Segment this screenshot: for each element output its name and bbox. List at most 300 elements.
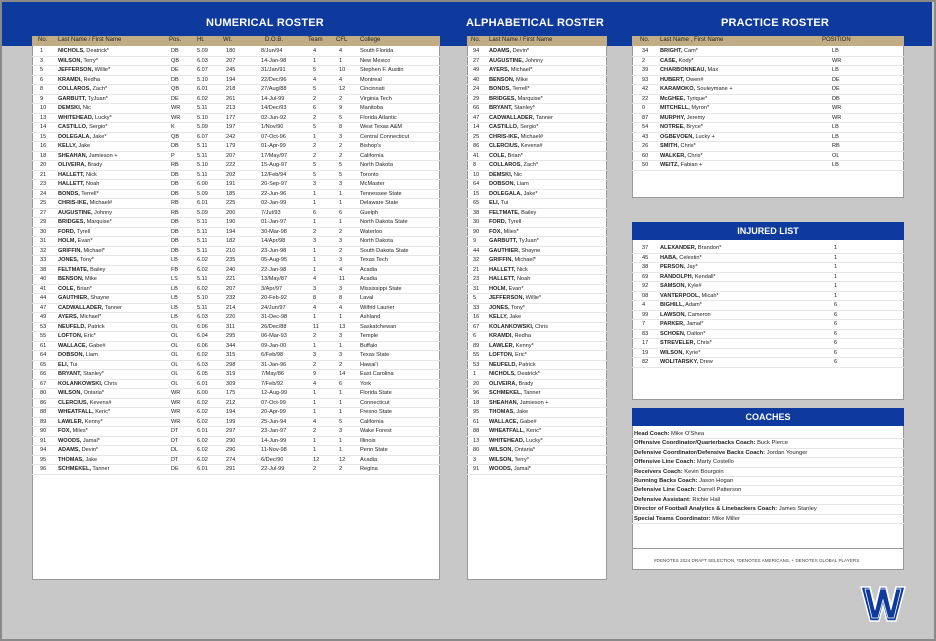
player-first-name: Micah* — [700, 292, 719, 299]
player-first-name: Michael# — [88, 200, 113, 206]
player-number: 29 — [473, 95, 480, 102]
player-number: 45 — [642, 254, 649, 261]
player-height: 6.06 — [197, 323, 208, 330]
player-number: 15 — [40, 133, 47, 140]
player-number: 26 — [642, 143, 649, 149]
table-row — [467, 332, 607, 342]
player-cfl-years: 2 — [339, 95, 343, 102]
player-last-name: CADWALLADER, — [58, 304, 104, 311]
player-weight: 207 — [226, 152, 236, 159]
player-name — [660, 66, 810, 76]
table-row — [467, 104, 607, 114]
player-height: 5.10 — [197, 114, 208, 121]
player-weight: 309 — [226, 380, 236, 387]
player-name — [660, 142, 810, 152]
player-last-name: JONES, — [489, 304, 510, 311]
player-first-name: Jamieson + — [87, 152, 118, 159]
player-name — [58, 95, 166, 105]
table-row — [32, 171, 440, 181]
player-last-name: GARBUTT, — [58, 95, 87, 102]
player-number: 24 — [40, 190, 47, 197]
table-row — [32, 266, 440, 276]
player-team-years: 2 — [313, 95, 317, 102]
player-name — [489, 437, 605, 447]
player-last-name: CHRIS-IKE, — [489, 133, 520, 140]
player-height: 5.09 — [197, 124, 208, 130]
player-number: 13 — [473, 437, 480, 444]
column-header: Last Name / First Name — [489, 37, 553, 43]
coach-entry — [632, 458, 904, 467]
player-first-name: Chris* — [678, 143, 696, 149]
player-first-name: Brady — [516, 380, 534, 387]
player-height: 6.02 — [197, 409, 208, 415]
player-last-name: KRAMDI, — [58, 76, 82, 83]
player-first-name: Deatrick* — [515, 371, 540, 377]
player-dob: 12/Feb/94 — [261, 171, 287, 178]
player-position: WR — [832, 114, 842, 121]
player-number: 23 — [473, 276, 480, 282]
team-logo-icon — [860, 584, 906, 624]
player-first-name: Tui — [499, 200, 509, 206]
table-row — [32, 294, 440, 304]
player-position: DE — [832, 76, 840, 83]
player-last-name: AYERS, — [489, 67, 510, 73]
table-row — [632, 152, 904, 162]
player-number: 31 — [473, 285, 480, 292]
player-last-name: WHITEHEAD, — [58, 114, 94, 121]
player-college: McMaster — [360, 181, 385, 187]
player-team-years: 1 — [313, 314, 317, 320]
player-height: 6.07 — [197, 133, 208, 140]
player-first-name: Marquise* — [85, 219, 112, 225]
player-first-name: Jake* — [521, 190, 538, 197]
player-number: 44 — [473, 247, 480, 254]
player-height: 5.11 — [197, 105, 208, 111]
player-name — [489, 123, 605, 133]
player-team-years: 1 — [313, 390, 317, 396]
player-number: 99 — [642, 311, 649, 318]
player-position: DB — [171, 238, 179, 244]
injury-list-days: 6 — [834, 349, 838, 356]
player-name — [489, 85, 605, 95]
player-dob: 31-Jan-96 — [261, 361, 287, 368]
player-position: QB — [171, 86, 180, 92]
player-cfl-years: 3 — [339, 333, 343, 339]
player-name — [489, 361, 605, 371]
player-college: Buffalo — [360, 342, 378, 349]
coach-name: Mike Miller — [710, 515, 740, 522]
player-first-name: Nick — [84, 171, 97, 178]
player-weight: 177 — [226, 114, 236, 121]
player-name — [58, 332, 166, 342]
player-last-name: DOLEGALA, — [489, 190, 522, 197]
table-row — [467, 209, 607, 219]
player-first-name: Devin* — [80, 447, 99, 453]
player-college: Wake Forest — [360, 428, 392, 434]
player-college: York — [360, 380, 371, 387]
player-first-name: Kenny* — [514, 342, 534, 349]
player-last-name: RANDOLPH, — [660, 273, 694, 280]
player-number: 89 — [40, 418, 47, 425]
player-dob: 31-Dec-98 — [261, 314, 288, 320]
player-first-name: Lucky* — [93, 114, 112, 121]
player-first-name: Brian* — [75, 285, 92, 292]
player-position: DE — [171, 67, 179, 73]
player-first-name: Shayne — [519, 247, 541, 254]
table-row — [32, 275, 440, 285]
table-row — [32, 332, 440, 342]
player-team-years: 1 — [313, 342, 317, 349]
column-header: Last Name , First Name — [660, 37, 724, 43]
player-last-name: FOX, — [58, 428, 72, 434]
player-first-name: Tanner — [534, 114, 553, 121]
player-number: 32 — [40, 247, 47, 254]
player-position: LB — [832, 48, 839, 54]
player-first-name: Tanner — [103, 304, 122, 311]
player-weight: 221 — [226, 276, 236, 282]
player-height: 6.02 — [197, 418, 208, 425]
player-college: Connecticut — [360, 399, 390, 406]
coach-name: Jordan Younger — [765, 449, 808, 456]
player-team-years: 1 — [313, 133, 317, 140]
player-first-name: Nic — [81, 105, 91, 111]
player-height: 6.03 — [197, 361, 208, 368]
player-number: 40 — [40, 276, 47, 282]
player-college: North Dakota — [360, 162, 393, 168]
player-dob: 02-Jan-99 — [261, 200, 287, 206]
player-name — [58, 228, 166, 238]
player-number: 25 — [473, 133, 480, 140]
player-cfl-years: 1 — [339, 437, 343, 444]
player-last-name: BRIDGES, — [489, 95, 517, 102]
table-row — [32, 342, 440, 352]
table-row — [632, 142, 904, 152]
table-row — [32, 446, 440, 456]
player-position: DB — [171, 76, 179, 83]
table-row — [632, 66, 904, 76]
player-name — [58, 427, 166, 437]
player-college: Acadia — [360, 276, 378, 282]
player-weight: 194 — [226, 409, 236, 415]
player-name — [489, 256, 605, 266]
player-name — [489, 209, 605, 219]
player-number: 18 — [473, 399, 480, 406]
player-name — [58, 66, 166, 76]
player-number: 65 — [40, 361, 47, 368]
player-name — [489, 332, 605, 342]
coaches-title: COACHES — [632, 408, 904, 426]
player-height: 5.11 — [197, 152, 208, 159]
player-height: 6.01 — [197, 428, 208, 434]
player-dob: 14-Jul-99 — [261, 95, 285, 102]
player-position: DB — [171, 143, 179, 149]
player-team-years: 1 — [313, 57, 317, 64]
player-weight: 199 — [226, 418, 236, 425]
player-dob: 01-Jan-97 — [261, 219, 287, 225]
player-position: RB — [171, 200, 179, 206]
player-college: Illinois — [360, 437, 376, 444]
player-height: 5.10 — [197, 162, 208, 168]
player-college: Manitoba — [360, 105, 384, 111]
player-last-name: MITCHELL, — [660, 105, 690, 111]
player-team-years: 4 — [313, 418, 317, 425]
player-team-years: 1 — [313, 266, 317, 273]
player-weight: 225 — [226, 200, 236, 206]
player-first-name: Jamal* — [684, 321, 704, 327]
player-number: 2 — [642, 57, 646, 64]
player-name — [58, 285, 166, 295]
player-college: Virginia Tech — [360, 95, 392, 102]
player-position: FB — [171, 266, 179, 273]
player-number: 19 — [642, 349, 649, 356]
player-number: 55 — [40, 333, 47, 339]
player-first-name: Bailey — [88, 266, 106, 273]
player-position: DB — [171, 171, 179, 178]
player-first-name: Sergio* — [87, 124, 108, 130]
player-name — [489, 104, 605, 114]
player-name — [489, 237, 605, 247]
table-row — [467, 465, 607, 475]
player-number: 88 — [40, 409, 47, 415]
player-first-name: Evan* — [76, 238, 93, 244]
player-name — [58, 294, 166, 304]
player-cfl-years: 2 — [339, 361, 343, 368]
player-college: Regina — [360, 466, 378, 472]
player-number: 47 — [473, 114, 480, 121]
player-first-name: Owen# — [684, 76, 704, 83]
player-dob: 25-Jun-94 — [261, 418, 287, 425]
player-number: 44 — [40, 295, 47, 301]
table-row — [467, 427, 607, 437]
player-number: 92 — [642, 283, 649, 289]
player-number: 16 — [473, 314, 480, 320]
player-position: LB — [171, 285, 178, 292]
player-height: 6.03 — [197, 57, 208, 64]
player-first-name: Chris* — [685, 152, 703, 159]
player-last-name: SCHMEKEL, — [58, 466, 91, 472]
player-number: 50 — [642, 162, 649, 168]
player-number: 20 — [473, 380, 480, 387]
player-college: North Dakota — [360, 238, 393, 244]
player-name — [58, 76, 166, 86]
player-name — [660, 133, 810, 143]
injury-list-days: 1 — [834, 273, 838, 280]
player-last-name: CHRIS-IKE, — [58, 200, 89, 206]
player-team-years: 2 — [313, 333, 317, 339]
player-name — [58, 199, 166, 209]
player-number: 64 — [473, 181, 480, 187]
player-name — [58, 47, 166, 57]
player-first-name: Nick — [515, 266, 528, 273]
player-weight: 213 — [226, 105, 236, 111]
player-position: LB — [832, 133, 839, 140]
player-number: 10 — [40, 105, 47, 111]
player-name — [489, 152, 605, 162]
player-cfl-years: 3 — [339, 181, 343, 187]
player-name — [660, 95, 810, 105]
player-last-name: WHEATFALL, — [58, 409, 94, 415]
player-number: 31 — [40, 238, 47, 244]
table-row — [467, 285, 607, 295]
table-row — [32, 370, 440, 380]
player-number: 38 — [473, 209, 480, 216]
player-college: Florida Atlantic — [360, 114, 397, 121]
player-position: RB — [171, 209, 179, 216]
player-first-name: Redha — [512, 333, 531, 339]
player-name — [660, 358, 810, 368]
player-first-name: Gabe# — [87, 342, 106, 349]
table-row — [32, 351, 440, 361]
player-position: DB — [832, 95, 840, 102]
player-cfl-years: 2 — [339, 247, 343, 254]
player-cfl-years: 13 — [339, 323, 346, 330]
player-weight: 242 — [226, 133, 236, 140]
alphabetical-column-headers — [467, 36, 607, 46]
player-first-name: Souleymane + — [695, 86, 733, 92]
player-last-name: LOFTON, — [58, 333, 83, 339]
table-row — [632, 244, 904, 254]
player-name — [660, 349, 810, 359]
table-row — [32, 114, 440, 124]
player-cfl-years: 3 — [339, 133, 343, 140]
player-position: OL — [171, 352, 179, 358]
table-row — [632, 311, 904, 321]
table-row — [467, 57, 607, 67]
table-row — [32, 247, 440, 257]
table-row — [32, 161, 440, 171]
player-height: 5.09 — [197, 209, 208, 216]
table-row — [467, 370, 607, 380]
player-name — [660, 273, 810, 283]
player-last-name: ALEXANDER, — [660, 245, 697, 251]
player-name — [58, 152, 166, 162]
player-number: 9 — [473, 238, 477, 244]
player-last-name: WILSON, — [58, 390, 82, 396]
player-name — [58, 218, 166, 228]
player-height: 6.04 — [197, 333, 208, 339]
player-last-name: CADWALLADER, — [489, 114, 535, 121]
player-height: 5.11 — [197, 219, 208, 225]
player-last-name: OGBEVOEN, — [660, 133, 694, 140]
player-number: 27 — [473, 57, 480, 64]
player-cfl-years: 5 — [339, 171, 343, 178]
player-name — [489, 142, 605, 152]
player-last-name: LAWSON, — [660, 311, 687, 318]
table-row — [467, 256, 607, 266]
player-name — [489, 313, 605, 323]
player-cfl-years: 3 — [339, 257, 343, 263]
player-height: 6.01 — [197, 466, 208, 472]
player-first-name: Jake — [83, 456, 98, 463]
coach-entry — [632, 477, 904, 486]
coach-name: Kevin Bourgoin — [682, 468, 724, 475]
player-number: 53 — [40, 323, 47, 330]
player-position: LB — [171, 304, 178, 311]
player-cfl-years: 1 — [339, 342, 343, 349]
table-row — [467, 446, 607, 456]
player-last-name: SCHMEKEL, — [489, 390, 522, 396]
table-row — [32, 427, 440, 437]
player-last-name: WILSON, — [489, 456, 513, 463]
table-row — [32, 418, 440, 428]
player-height: 5.11 — [197, 276, 208, 282]
player-last-name: BRYANT, — [58, 371, 82, 377]
player-number: 33 — [473, 304, 480, 311]
player-number: 93 — [642, 76, 649, 83]
player-last-name: FELTMATE, — [489, 209, 520, 216]
player-first-name: Tanner — [521, 390, 541, 396]
player-dob: 23-Jun-98 — [261, 247, 287, 254]
table-row — [632, 263, 904, 273]
player-weight: 202 — [226, 171, 236, 178]
player-last-name: SMITH, — [660, 143, 679, 149]
player-weight: 197 — [226, 124, 236, 130]
player-name — [660, 339, 810, 349]
player-name — [58, 180, 166, 190]
player-team-years: 5 — [313, 67, 317, 73]
player-number: 96 — [40, 466, 47, 472]
player-weight: 210 — [226, 247, 236, 254]
player-last-name: AUGUSTINE, — [489, 57, 524, 64]
injury-list-days: 1 — [834, 264, 838, 270]
player-weight: 261 — [226, 95, 236, 102]
coach-name: Richie Hall — [690, 496, 721, 503]
player-cfl-years: 3 — [339, 352, 343, 358]
player-name — [660, 47, 810, 57]
player-name — [489, 95, 605, 105]
player-last-name: WOLITARSKY, — [660, 359, 699, 365]
player-number: 18 — [40, 152, 47, 159]
player-last-name: KOLANKOWSKI, — [489, 323, 534, 330]
injured-list — [632, 244, 904, 368]
column-header: Ht. — [197, 37, 205, 43]
table-row — [467, 275, 607, 285]
coach-entry — [632, 496, 904, 505]
player-position: RB — [171, 162, 179, 168]
table-row — [467, 437, 607, 447]
player-position: DB — [171, 219, 179, 225]
player-weight: 190 — [226, 219, 236, 225]
player-first-name: Liam — [84, 352, 98, 358]
player-height: 5.09 — [197, 48, 208, 54]
player-team-years: 4 — [313, 380, 317, 387]
player-name — [58, 247, 166, 257]
player-height: 6.00 — [197, 181, 208, 187]
player-last-name: FORD, — [489, 219, 507, 225]
player-last-name: LAWLER, — [489, 342, 515, 349]
player-position: OL — [171, 361, 179, 368]
player-number: 41 — [40, 285, 47, 292]
player-number: 91 — [473, 466, 480, 472]
player-cfl-years: 1 — [339, 200, 343, 206]
table-row — [632, 320, 904, 330]
player-dob: 14/Apr/98 — [261, 238, 286, 244]
player-team-years: 2 — [313, 428, 317, 434]
table-row — [32, 95, 440, 105]
player-college: East Carolina — [360, 371, 394, 377]
player-last-name: KOLANKOWSKI, — [58, 380, 103, 387]
player-first-name: Jamal* — [512, 466, 531, 472]
injury-list-days: 6 — [834, 330, 838, 337]
player-position: WR — [171, 390, 181, 396]
player-first-name: Noah — [515, 276, 531, 282]
injury-list-days: 6 — [834, 340, 838, 346]
player-name — [489, 47, 605, 57]
player-team-years: 5 — [313, 162, 317, 168]
player-number: 67 — [473, 323, 480, 330]
player-college: Waterloo — [360, 228, 383, 235]
player-number: 66 — [40, 371, 47, 377]
